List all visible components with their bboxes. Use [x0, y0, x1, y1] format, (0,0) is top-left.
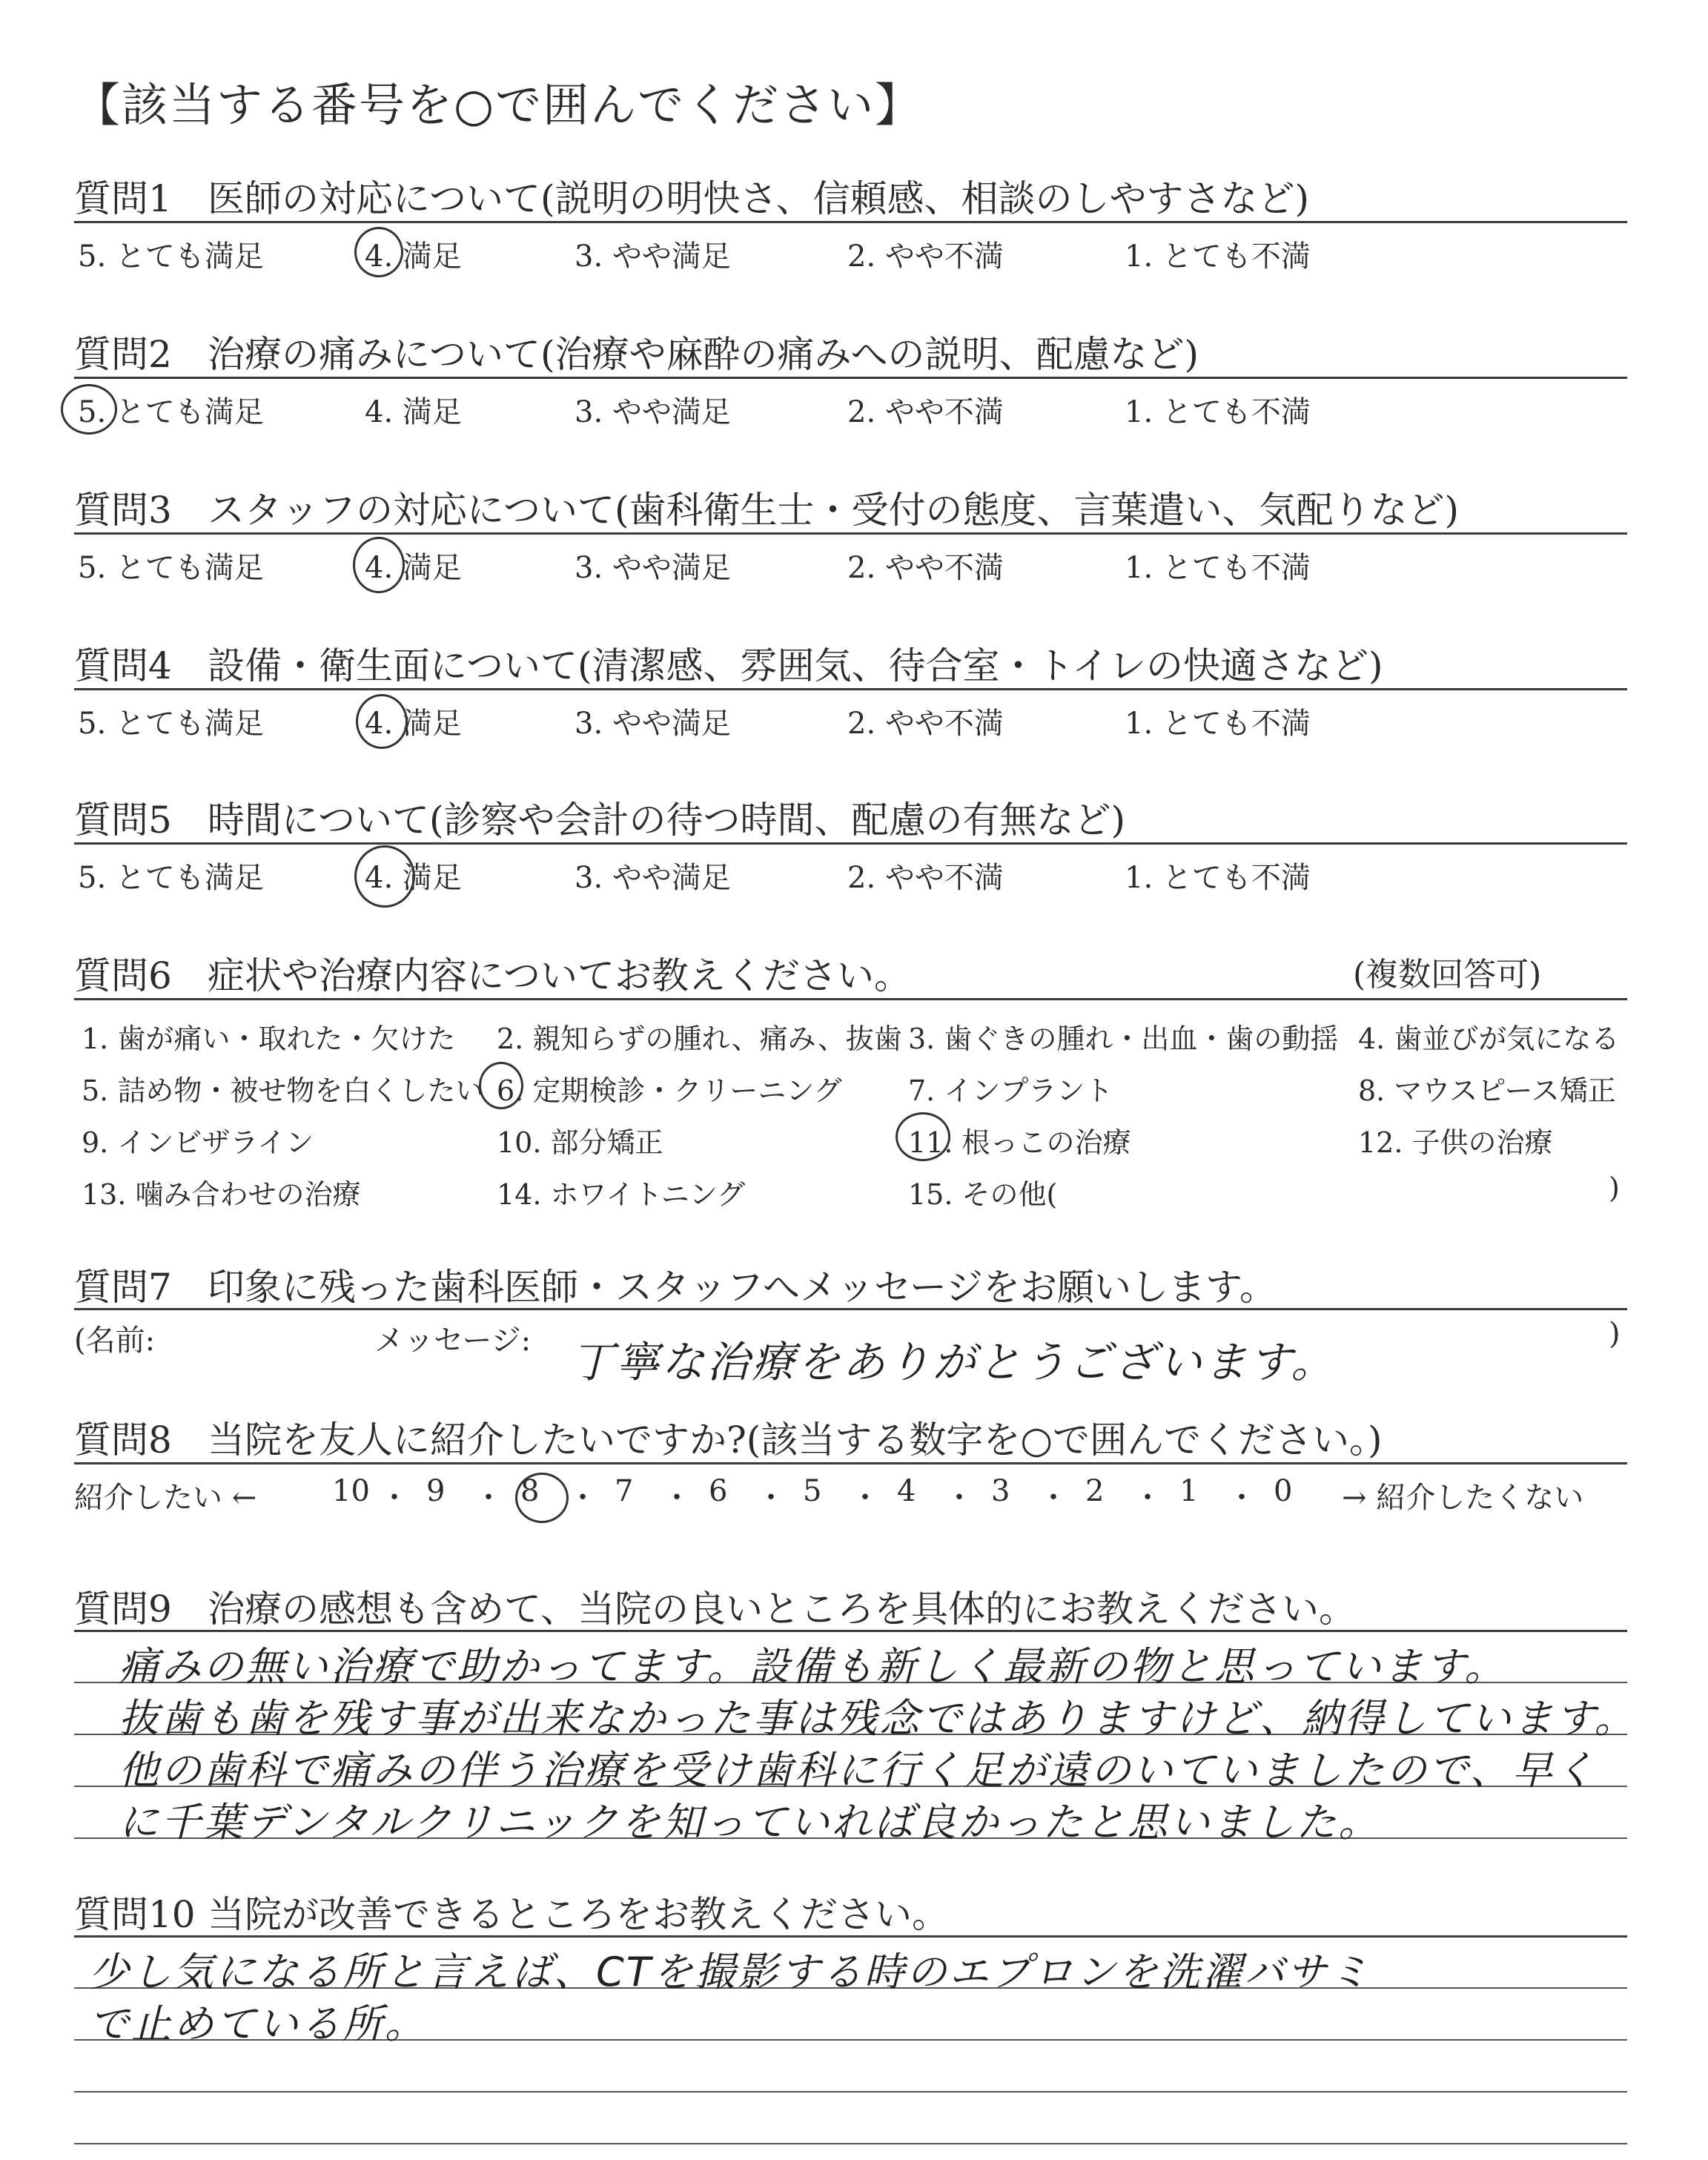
q8-scale-value-1[interactable]: 1 — [1179, 1474, 1199, 1508]
q3-option-5[interactable]: 5. とても満足 — [78, 551, 264, 585]
q2-option-5[interactable]: 5. とても満足 — [78, 395, 264, 429]
q6-option-3[interactable]: 3. 歯ぐきの腫れ・出血・歯の動揺 — [908, 1023, 1339, 1055]
selection-circle — [515, 1473, 569, 1523]
q9-answer-line-3: 他の歯科で痛みの伴う治療を受け歯科に行く足が遠のいていましたので、早く — [119, 1747, 1597, 1794]
divider — [74, 221, 1627, 223]
divider — [74, 1935, 1627, 1938]
q8-scale-separator: ・ — [944, 1481, 974, 1515]
question-9 — [74, 1579, 1356, 1633]
q6-option-2[interactable]: 2. 親知らずの腫れ、痛み、抜歯 — [497, 1023, 902, 1055]
q8-scale-value-7[interactable]: 7 — [615, 1474, 634, 1508]
question-number: 質問3 — [74, 489, 172, 532]
selection-circle — [896, 1112, 950, 1161]
q6-option-14[interactable]: 14. ホワイトニング — [497, 1178, 746, 1211]
q2-option-1[interactable]: 1. とても不満 — [1125, 395, 1311, 429]
selection-circle — [356, 694, 408, 749]
question-text: 印象に残った歯科医師・スタッフへメッセージをお願いします。 — [208, 1266, 1277, 1309]
selection-circle — [354, 227, 403, 277]
divider — [74, 842, 1627, 845]
q7-close-paren: ) — [1609, 1317, 1621, 1351]
q8-scale-separator: ・ — [380, 1481, 409, 1515]
question-6 — [74, 946, 911, 1000]
question-number: 質問7 — [74, 1266, 172, 1309]
question-number: 質問1 — [74, 177, 172, 220]
question-text: 当院を友人に紹介したいですか?(該当する数字を○で囲んでください。) — [208, 1418, 1383, 1462]
q1-option-1[interactable]: 1. とても不満 — [1125, 240, 1311, 274]
question-2 — [74, 325, 1199, 378]
q8-scale-value-0[interactable]: 0 — [1274, 1474, 1293, 1508]
q1-option-4[interactable]: 4. 満足 — [365, 240, 462, 274]
q5-option-3[interactable]: 3. やや満足 — [575, 861, 731, 895]
q8-scale-separator: ・ — [1133, 1481, 1162, 1515]
q8-scale-separator: ・ — [662, 1481, 692, 1515]
q5-option-2[interactable]: 2. やや不満 — [847, 861, 1004, 895]
q5-option-5[interactable]: 5. とても満足 — [78, 861, 264, 895]
q8-scale-value-9[interactable]: 9 — [426, 1474, 446, 1508]
q8-scale-separator: ・ — [850, 1481, 880, 1515]
q8-scale-value-10[interactable]: 10 — [332, 1474, 370, 1508]
answer-line — [74, 2091, 1627, 2093]
question-text: 当院が改善できるところをお教えください。 — [208, 1893, 949, 1936]
question-number: 質問9 — [74, 1588, 172, 1631]
q4-option-3[interactable]: 3. やや満足 — [575, 707, 731, 741]
q7-handwritten-message: 丁寧な治療をありがとうございます。 — [571, 1337, 1337, 1387]
q8-scale-value-4[interactable]: 4 — [897, 1474, 916, 1508]
q8-scale-separator: ・ — [1227, 1481, 1257, 1515]
q10-answer-line-1: 少し気になる所と言えば、CTを撮影する時のエプロンを洗濯バサミ — [89, 1949, 1371, 1995]
question-text: 設備・衛生面について(清潔感、雰囲気、待合室・トイレの快適さなど) — [208, 644, 1383, 687]
q8-right-label: → 紹介したくない — [1342, 1481, 1584, 1515]
q4-option-4[interactable]: 4. 満足 — [365, 707, 462, 741]
question-7 — [74, 1258, 1277, 1311]
multiple-answer-note: (複数回答可) — [1353, 956, 1542, 994]
page-heading: 【該当する番号を○で囲んでください】 — [74, 78, 923, 132]
question-3 — [74, 480, 1459, 534]
q6-option-5[interactable]: 5. 詰め物・被せ物を白くしたい — [82, 1074, 484, 1107]
q9-answer-line-2: 抜歯も歯を残す事が出来なかった事は残念ではありますけど、納得しています。 — [119, 1695, 1637, 1742]
divider — [74, 1462, 1627, 1464]
question-text: 治療の痛みについて(治療や麻酔の痛みへの説明、配慮など) — [208, 333, 1199, 376]
question-text: スタッフの対応について(歯科衛生士・受付の態度、言葉遣い、気配りなど) — [208, 489, 1460, 532]
q4-option-2[interactable]: 2. やや不満 — [847, 707, 1004, 741]
question-10 — [74, 1885, 949, 1938]
divider — [74, 377, 1627, 379]
q6-option-9[interactable]: 9. インビザライン — [82, 1126, 314, 1159]
divider — [74, 1308, 1627, 1310]
q2-option-3[interactable]: 3. やや満足 — [575, 395, 731, 429]
q4-option-1[interactable]: 1. とても不満 — [1125, 707, 1311, 741]
q5-option-1[interactable]: 1. とても不満 — [1125, 861, 1311, 895]
question-5 — [74, 790, 1125, 844]
question-number: 質問8 — [74, 1418, 172, 1462]
question-number: 質問5 — [74, 799, 172, 842]
q8-left-label: 紹介したい ← — [74, 1481, 257, 1515]
selection-circle — [479, 1062, 523, 1109]
question-number: 質問4 — [74, 644, 172, 687]
q1-option-3[interactable]: 3. やや満足 — [575, 240, 731, 274]
q8-scale-value-6[interactable]: 6 — [709, 1474, 728, 1508]
q6-option-15[interactable]: 15. その他( — [908, 1178, 1058, 1211]
question-1 — [74, 169, 1309, 222]
q10-answer-line-2: で止めている所。 — [89, 2001, 427, 2047]
selection-circle — [61, 384, 117, 435]
q2-option-4[interactable]: 4. 満足 — [365, 395, 462, 429]
divider — [74, 532, 1627, 535]
q8-scale-separator: ・ — [568, 1481, 598, 1515]
q6-option-11[interactable]: 11. 根っこの治療 — [908, 1126, 1131, 1159]
q6-option-1[interactable]: 1. 歯が痛い・取れた・欠けた — [82, 1023, 456, 1055]
q1-option-2[interactable]: 2. やや不満 — [847, 240, 1004, 274]
q3-option-4[interactable]: 4. 満足 — [365, 551, 462, 585]
divider — [74, 1630, 1627, 1632]
q3-option-1[interactable]: 1. とても不満 — [1125, 551, 1311, 585]
q6-option-6[interactable]: 6. 定期検診・クリーニング — [497, 1074, 842, 1107]
question-4 — [74, 636, 1383, 690]
question-number: 質問2 — [74, 333, 172, 376]
question-number: 質問10 — [74, 1893, 196, 1936]
divider — [74, 998, 1627, 1000]
question-text: 症状や治療内容についてお教えください。 — [208, 954, 911, 997]
q7-message-label: メッセージ: — [374, 1324, 532, 1358]
q2-option-2[interactable]: 2. やや不満 — [847, 395, 1004, 429]
q9-answer-line-1: 痛みの無い治療で助かってます。設備も新しく最新の物と思っています。 — [119, 1643, 1507, 1690]
q6-other-close-paren: ) — [1609, 1172, 1620, 1204]
question-text: 治療の感想も含めて、当院の良いところを具体的にお教えください。 — [208, 1588, 1356, 1631]
q8-scale-value-3[interactable]: 3 — [991, 1474, 1010, 1508]
q9-answer-line-4: に千葉デンタルクリニックを知っていれば良かったと思いました。 — [119, 1799, 1381, 1846]
q1-option-5[interactable]: 5. とても満足 — [78, 240, 264, 274]
q6-option-8[interactable]: 8. マウスピース矯正 — [1358, 1074, 1616, 1107]
q8-scale-value-8[interactable]: 8 — [520, 1474, 540, 1508]
q5-option-4[interactable]: 4. 満足 — [365, 861, 462, 895]
divider — [74, 688, 1627, 690]
q6-option-12[interactable]: 12. 子供の治療 — [1358, 1126, 1553, 1159]
q8-scale-value-5[interactable]: 5 — [803, 1474, 822, 1508]
q8-scale-separator: ・ — [756, 1481, 786, 1515]
selection-circle — [353, 537, 405, 593]
q6-option-7[interactable]: 7. インプラント — [908, 1074, 1113, 1107]
selection-circle — [354, 845, 415, 908]
q8-scale-value-2[interactable]: 2 — [1085, 1474, 1105, 1508]
q8-scale-separator: ・ — [474, 1481, 503, 1515]
q3-option-3[interactable]: 3. やや満足 — [575, 551, 731, 585]
question-number: 質問6 — [74, 954, 172, 997]
q8-scale-separator: ・ — [1039, 1481, 1068, 1515]
q4-option-5[interactable]: 5. とても満足 — [78, 707, 264, 741]
q6-option-10[interactable]: 10. 部分矯正 — [497, 1126, 663, 1159]
q6-option-13[interactable]: 13. 噛み合わせの治療 — [82, 1178, 361, 1211]
answer-line — [74, 2143, 1627, 2144]
question-8 — [74, 1410, 1382, 1464]
q7-name-label: (名前: — [74, 1324, 156, 1358]
q6-option-4[interactable]: 4. 歯並びが気になる — [1358, 1023, 1620, 1055]
question-text: 時間について(診察や会計の待つ時間、配慮の有無など) — [208, 799, 1126, 842]
q3-option-2[interactable]: 2. やや不満 — [847, 551, 1004, 585]
question-text: 医師の対応について(説明の明快さ、信頼感、相談のしやすさなど) — [208, 177, 1310, 220]
